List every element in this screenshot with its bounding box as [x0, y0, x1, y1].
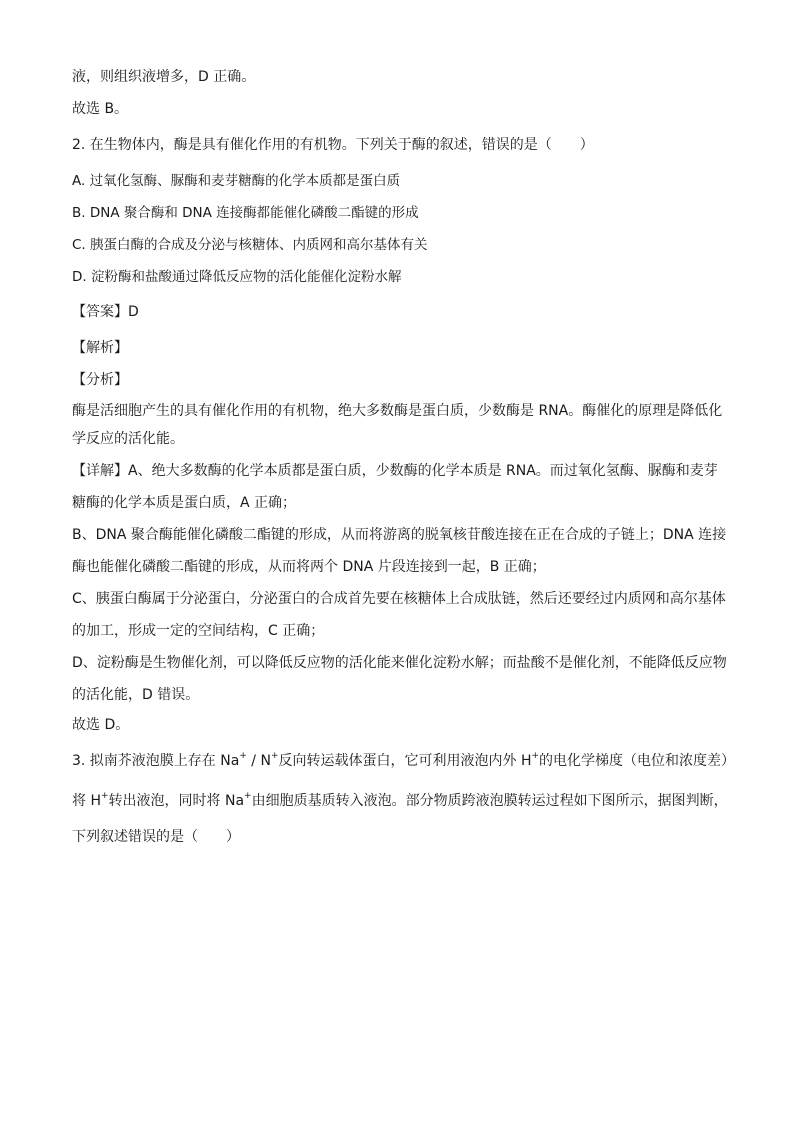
text-line: 液，则组织液增多，D 正确。 [72, 69, 256, 85]
text-span: 反向转运载体蛋白，它可利用液泡内外 H [278, 753, 532, 769]
text-span: 的电化学梯度（电位和浓度差） [539, 753, 736, 769]
question-3-stem-line-2 [72, 792, 732, 810]
text-span: 由细胞质基质转入液泡。部分物质跨液泡膜转运过程如下图所示，据图判断， [251, 793, 728, 809]
detail-text: 酶也能催化磷酸二酯键的形成，从而将两个 DNA 片段连接到一起，B 正确； [72, 559, 546, 575]
text-span: 3. 拟南芥液泡膜上存在 Na [72, 753, 240, 769]
detail-text: C、胰蛋白酶属于分泌蛋白，分泌蛋白的合成首先要在核糖体上合成肽链，然后还要经过内质网和高尔基体 [72, 591, 726, 607]
superscript-plus: + [244, 791, 252, 802]
text-line: 故选 B。 [72, 101, 129, 117]
answer-line: 【答案】D [72, 304, 139, 320]
detail-text: 糖酶的化学本质是蛋白质，A 正确； [72, 495, 297, 511]
text-span: 将 H [72, 793, 101, 809]
detail-text: D、淀粉酶是生物催化剂，可以降低反应物的活化能来催化淀粉水解；而盐酸不是催化剂，不能降低反应物 [72, 655, 727, 671]
text-span: / N [246, 753, 271, 769]
question-2-option-d: D. 淀粉酶和盐酸通过降低反应物的活化能催化淀粉水解 [72, 269, 402, 285]
question-2-option-b: B. DNA 聚合酶和 DNA 连接酶都能催化磷酸二酯键的形成 [72, 205, 419, 221]
superscript-plus: + [100, 791, 109, 802]
detail-text: B、DNA 聚合酶能催化磷酸二酯键的形成，从而将游离的脱氧核苷酸连接在正在合成的子链上；DNA 连接 [72, 527, 727, 543]
question-2-stem: 2. 在生物体内，酶是具有催化作用的有机物。下列关于酶的叙述，错误的是（ ） [72, 137, 594, 153]
superscript-plus: + [239, 751, 247, 762]
question-3-stem-line-3: 下列叙述错误的是（ ） [72, 829, 240, 845]
fenxi-heading: 【分析】 [72, 372, 128, 388]
analysis-heading: 【解析】 [72, 340, 128, 356]
superscript-plus: + [531, 751, 540, 762]
fenxi-text: 学反应的活化能。 [72, 431, 184, 447]
fenxi-text: 酶是活细胞产生的具有催化作用的有机物，绝大多数酶是蛋白质，少数酶是 RNA。酶催化的原理是降低化 [72, 403, 723, 419]
question-2-option-c: C. 胰蛋白酶的合成及分泌与核糖体、内质网和高尔基体有关 [72, 237, 428, 253]
detail-text: 故选 D。 [72, 717, 130, 733]
detail-text: 的活化能，D 错误。 [72, 687, 200, 703]
detail-text: 【详解】A、绝大多数酶的化学本质都是蛋白质，少数酶的化学本质是 RNA。而过氧化氢酶、脲酶和麦芽 [72, 463, 718, 479]
detail-text: 的加工，形成一定的空间结构，C 正确； [72, 623, 325, 639]
question-3-stem-line-1 [72, 751, 736, 770]
text-span: 转出液泡，同时将 Na [108, 793, 245, 809]
superscript-plus: + [270, 751, 279, 762]
question-2-option-a: A. 过氧化氢酶、脲酶和麦芽糖酶的化学本质都是蛋白质 [72, 173, 401, 189]
